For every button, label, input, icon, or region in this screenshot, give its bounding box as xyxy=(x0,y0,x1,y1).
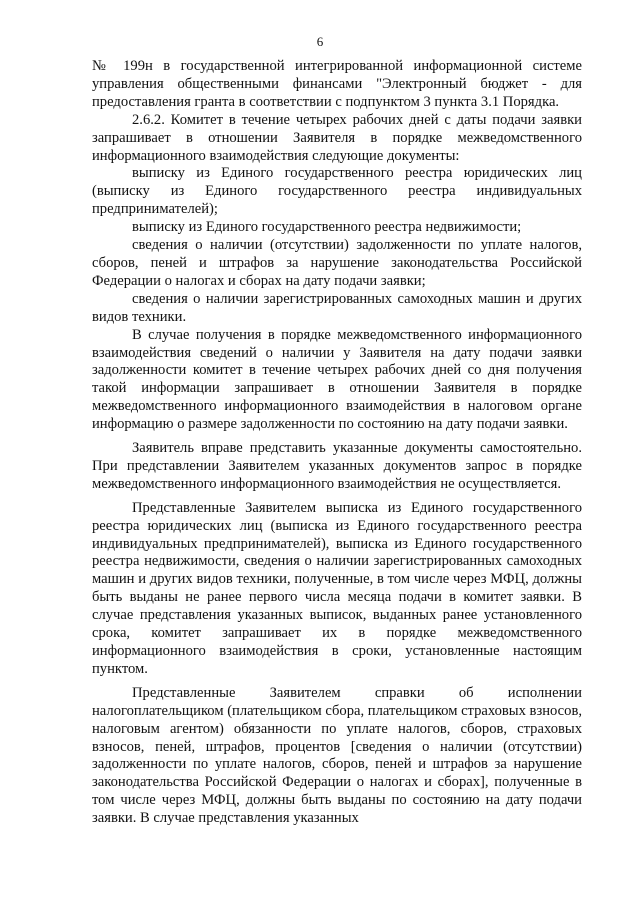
paragraph-4: выписку из Единого государственного реестра недвижимости; xyxy=(132,219,522,236)
paragraph-10: Представленные Заявителем справки об исполнении налогоплательщиком (плательщиком сбора, плательщиком страховых взносов, налоговым агентом) обязанности по уплате налогов, сборов, страховых взносов, пеней, штрафов, процентов [сведения о наличии (отсутствии) задолженности по уплате налогов, сборов, пеней и штрафов за нарушение законодательства Российской Федерации о налогах и сборах], полученные в том числе через МФЦ, должны быть выданы по состоянию на дату подачи заявки. В случае представления указанных xyxy=(92,684,583,827)
page-number: 6 xyxy=(316,34,324,49)
paragraph-9: Представленные Заявителем выписка из Единого государственного реестра юридических лиц (выписка из Единого государственного реестра индивидуальных предпринимателей), выписка из Единого государственного реестра недвижимости, сведения о наличии зарегистрированных самоходных машин и других видов техники, полученные, в том числе через МФЦ, должны быть выданы не ранее первого числа месяца подачи в комитет заявки. В случае представления указанных выписок, выданных ранее установленного срока, комитет запрашивает их в порядке межведомственного информационного взаимодействия в сроки, установленные настоящим пунктом. xyxy=(92,499,582,677)
paragraph-3: выписку из Единого государственного реестра юридических лиц (выписку из Единого государственного реестра индивидуальных предпринимателей); xyxy=(92,165,582,218)
paragraph-1: № 199н в государственной интегрированной информационной системе управления общественными финансами "Электронный бюджет - для предоставления гранта в соответствии с подпунктом 3 пункта 3.1 Порядка. xyxy=(92,58,582,110)
paragraph-5: сведения о наличии (отсутствии) задолженности по уплате налогов, сборов, пеней и штрафов за нарушение законодательства Российской Федерации о налогах и сборах на дату подачи заявки; xyxy=(92,237,582,289)
paragraph-2: 2.6.2. Комитет в течение четырех рабочих дней с даты подачи заявки запрашивает в отношении Заявителя в порядке межведомственного информационного взаимодействия следующие документы: xyxy=(92,111,582,164)
paragraph-6: сведения о наличии зарегистрированных самоходных машин и других видов техники. xyxy=(92,290,582,325)
paragraph-8: Заявитель вправе представить указанные документы самостоятельно. При представлении Заявителем указанных документов запрос в порядке межведомственного информационного взаимодействия не осуществляется. xyxy=(92,440,582,492)
document-body xyxy=(92,58,582,828)
paragraph-7: В случае получения в порядке межведомственного информационного взаимодействия сведений о наличии у Заявителя на дату подачи заявки задолженности комитет в течение четырех рабочих дней со дня получения такой информации запрашивает в отношении Заявителя в порядке межведомственного информационного взаимодействия в налоговом органе информацию о размере задолженности по состоянию на дату подачи заявки. xyxy=(92,326,582,433)
